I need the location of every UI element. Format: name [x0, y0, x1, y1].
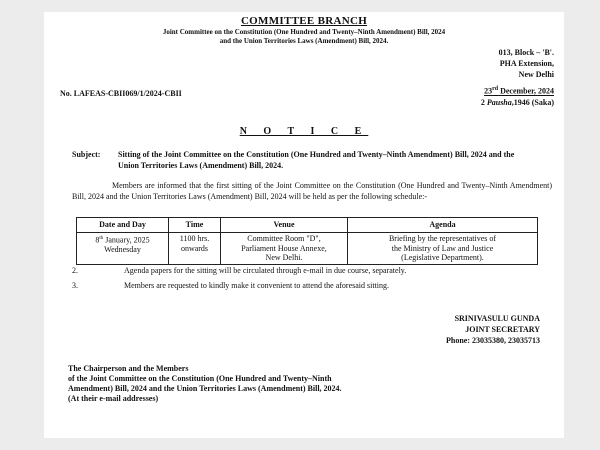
header-venue: Venue — [221, 218, 348, 233]
subject-block — [72, 149, 542, 171]
address-line-2: PHA Extension, — [499, 59, 554, 68]
cell-agenda: Briefing by the representatives of the Ministry of Law and Justice (Legislative Department). — [348, 233, 538, 265]
signatory-title: JOINT SECRETARY — [465, 325, 540, 334]
committee-line-2: and the Union Territories Laws (Amendment) Bill, 2024. — [219, 37, 389, 45]
recipient-line-4: (At their e-mail addresses) — [68, 394, 159, 403]
header-date-day: Date and Day — [77, 218, 169, 233]
notice-document — [44, 12, 564, 438]
header-agenda: Agenda — [348, 218, 538, 233]
reference-number: No. LAFEAS-CBII069/1/2024-CBII — [60, 89, 182, 98]
signatory-phone: Phone: 23035380, 23035713 — [446, 336, 540, 345]
cell-date-day: 8th January, 2025 Wednesday — [77, 233, 169, 265]
subject-text: Sitting of the Joint Committee on the Constitution (One Hundred and Twenty–Ninth Amendment) Bill, 2024 and the Union Territories Laws (Amendment) Bill, 2024. — [118, 150, 515, 170]
recipient-line-1: The Chairperson and the Members — [68, 364, 189, 373]
address-line-3: New Delhi — [518, 70, 554, 79]
date-saka: 2 Pausha,1946 (Saka) — [480, 98, 554, 107]
date-gregorian: 23rd December, 2024 — [484, 86, 554, 96]
cell-venue: Committee Room "D", Parliament House Annexe, New Delhi. — [221, 233, 348, 265]
table-row — [77, 233, 538, 265]
recipient-line-3: Amendment) Bill, 2024 and the Union Territories Laws (Amendment) Bill, 2024. — [68, 384, 342, 393]
intro-paragraph: Members are informed that the first sitting of the Joint Committee on the Constitution (One Hundred and Twenty–Ninth Amendment) Bill, 2024 and the Union Territories Laws (Amendment) Bill, 2024 will be held as per the following schedule:- — [72, 181, 552, 201]
recipient-line-2: of the Joint Committee on the Constitution (One Hundred and Twenty–Ninth — [68, 374, 332, 383]
notice-heading: N O T I C E — [239, 126, 369, 137]
address-line-1: 013, Block – 'B'. — [498, 48, 554, 57]
list-item: 3. Members are requested to kindly make it convenient to attend the aforesaid sitting. — [72, 281, 390, 290]
list-item: 2. Agenda papers for the sitting will be circulated through e-mail in due course, separately. — [72, 266, 407, 275]
cell-time: 1100 hrs. onwards — [169, 233, 221, 265]
header-time: Time — [169, 218, 221, 233]
committee-line-1: Joint Committee on the Constitution (One Hundred and Twenty–Ninth Amendment) Bill, 2024 — [162, 28, 446, 36]
schedule-table — [76, 217, 538, 265]
branch-title: COMMITTEE BRANCH — [240, 15, 368, 27]
subject-label: Subject: — [72, 150, 101, 159]
signatory-name: SRINIVASULU GUNDA — [454, 314, 540, 323]
table-header-row — [77, 218, 538, 233]
